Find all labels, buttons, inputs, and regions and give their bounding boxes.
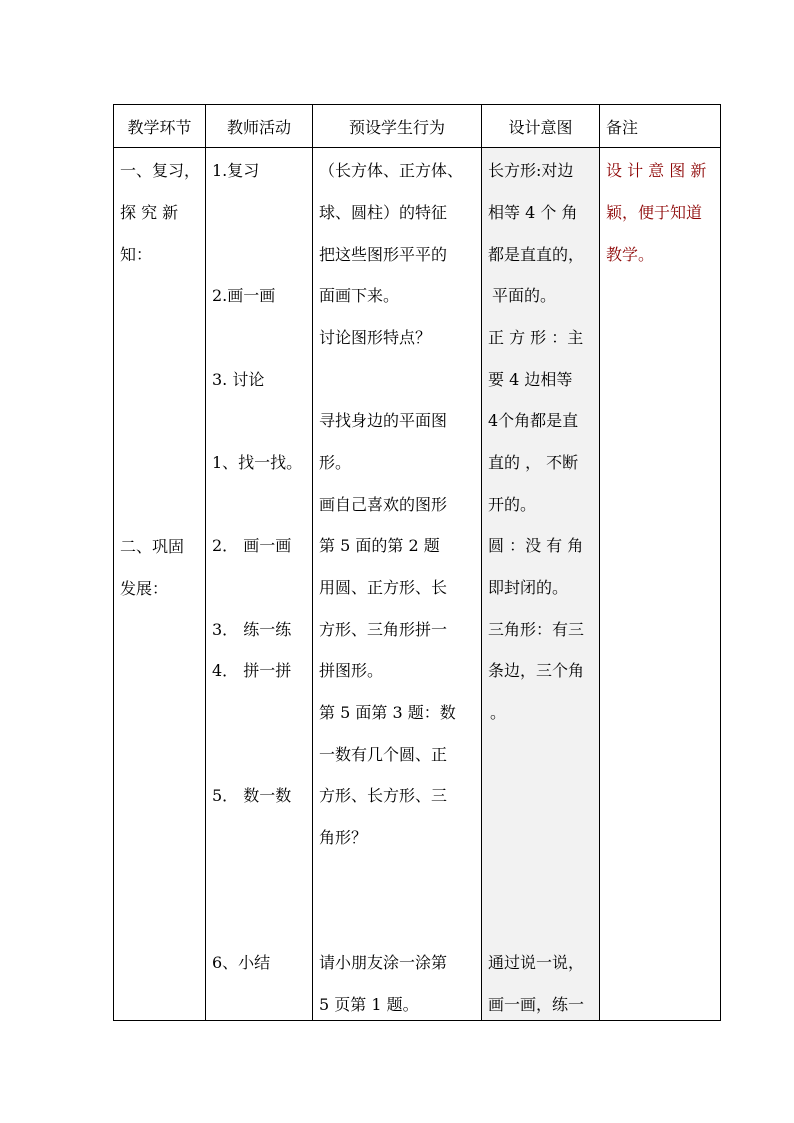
- intent-line: 即封闭的。: [488, 578, 569, 597]
- intent-line: 通过说一说，: [488, 953, 585, 972]
- activity-line: 3． 练一练: [212, 620, 292, 639]
- activity-line: 4． 拼一拼: [212, 661, 292, 680]
- intent-line: 都是直直的，: [488, 245, 585, 264]
- cell-teacher-activity: [206, 148, 313, 1021]
- behavior-line: 第 5 面第 3 题：数: [319, 703, 456, 722]
- behavior-line: 把这些图形平平的: [319, 245, 448, 264]
- lesson-plan-table: [113, 104, 721, 1021]
- activity-line: 2.画一画: [212, 286, 276, 305]
- intent-line: 画一画，练一: [488, 995, 585, 1014]
- behavior-line: 拼图形。: [319, 661, 384, 680]
- stage-line: 探 究 新: [120, 203, 179, 222]
- behavior-line: 面画下来。: [319, 286, 400, 305]
- behavior-line: 寻找身边的平面图: [319, 411, 448, 430]
- behavior-line: 第 5 面的第 2 题: [319, 536, 440, 555]
- intent-line: 4个角都是直: [488, 411, 579, 430]
- header-design-intent: 设计意图: [482, 105, 600, 148]
- behavior-line: 形。: [319, 453, 352, 472]
- cell-remarks: [600, 148, 721, 1021]
- behavior-line: 角形？: [319, 828, 368, 847]
- intent-line: 长方形:对边: [488, 161, 574, 180]
- remark-line: 设 计 意 图 新: [606, 161, 707, 180]
- behavior-line: 5 页第 1 题。: [319, 995, 419, 1014]
- header-teaching-stage: 教学环节: [114, 105, 206, 148]
- intent-line: 正 方 形 ：主: [488, 328, 584, 347]
- activity-line: 3. 讨论: [212, 370, 265, 389]
- intent-line: 。: [490, 703, 507, 722]
- table-header-row: [114, 105, 721, 148]
- intent-line: 三角形：有三: [488, 620, 585, 639]
- cell-design-intent: [482, 148, 600, 1021]
- stage-line: 一、复习，: [120, 161, 201, 180]
- activity-line: 1、找一找。: [212, 453, 303, 472]
- behavior-line: 讨论图形特点？: [319, 328, 432, 347]
- stage-line: 知：: [120, 245, 153, 264]
- intent-line: 平面的。: [492, 286, 557, 305]
- remark-line: 颖，便于知道: [606, 203, 703, 222]
- intent-line: 相等 4 个 角: [488, 203, 578, 222]
- header-remarks: 备注: [600, 105, 721, 148]
- stage-line: 发展：: [120, 579, 169, 598]
- remark-line: 教学。: [606, 245, 655, 264]
- cell-student-behavior: [313, 148, 482, 1021]
- cell-teaching-stage: [114, 148, 206, 1021]
- intent-line: 圆 ：没 有 角: [488, 536, 584, 555]
- behavior-line: 方形、三角形拼一: [319, 620, 448, 639]
- activity-line: 6、小结: [212, 953, 271, 972]
- behavior-line: 画自己喜欢的图形: [319, 495, 448, 514]
- intent-line: 开的。: [488, 495, 537, 514]
- intent-line: 要 4 边相等: [488, 370, 573, 389]
- activity-line: 5． 数一数: [212, 786, 292, 805]
- behavior-line: 球、圆柱）的特征: [319, 203, 448, 222]
- behavior-line: 用圆、正方形、长: [319, 578, 448, 597]
- table-body-row: [114, 148, 721, 1021]
- header-student-behavior: 预设学生行为: [313, 105, 482, 148]
- behavior-line: 一数有几个圆、正: [319, 745, 448, 764]
- activity-line: 2． 画一画: [212, 536, 292, 555]
- stage-line: 二、巩固: [120, 537, 185, 556]
- behavior-line: （长方体、正方体、: [319, 161, 464, 180]
- intent-line: 直的 ， 不断: [488, 453, 579, 472]
- behavior-line: 方形、长方形、三: [319, 786, 448, 805]
- intent-line: 条边，三个角: [488, 661, 585, 680]
- activity-line: 1.复习: [212, 161, 260, 180]
- behavior-line: 请小朋友涂一涂第: [319, 953, 448, 972]
- header-teacher-activity: 教师活动: [206, 105, 313, 148]
